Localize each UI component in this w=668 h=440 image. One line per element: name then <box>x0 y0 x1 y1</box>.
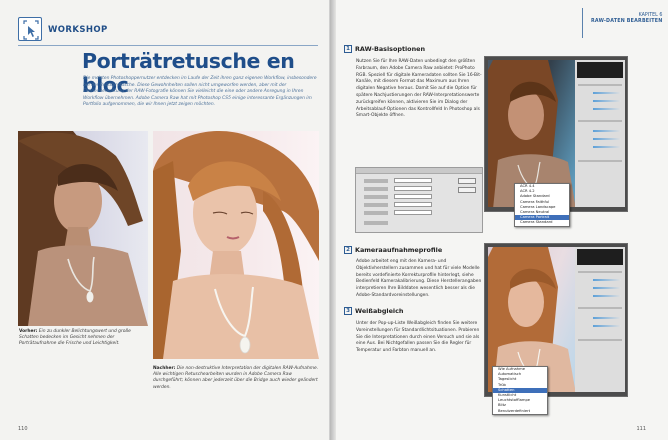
dialog-cancel-button <box>458 187 476 193</box>
intro-paragraph: Die meisten Photoshoppernutzer entdecken im Laufe der Zeit ihren ganz eigenen Workflow, insbesondere bei der Beautyretusche. Diese Gewohnheiten sollen nicht umgeworfen werden, aber mit der Ebenenverwaltung der RAW-Fotografie können Sie vielleicht die eine oder andere Anregung in Ihren Workflow übernehmen. Adobe Camera Raw hat mit Photoshop CS5 einige interessante Ergänzungen im Portfolio aufgenommen, die wir Ihnen jetzt zeigen möchten. <box>83 76 317 108</box>
section-body-2: Adobe arbeitet eng mit den Kamera- und Objektivherstellern zusammen und hat für viele Modelle bereits vordefinierte Korrekturprofile hinterlegt, siehe Bedienfeld Kamerakalibrierung. Diese Herstellerangaben interpretieren Ihre Bilddaten wesentlich besser als die Adobe-Standardvoreinstellungen. <box>356 259 482 298</box>
photo-before <box>18 131 148 326</box>
caption-after <box>153 366 319 391</box>
menu-item[interactable]: Benutzerdefiniert <box>498 408 531 413</box>
caption-after-label: Nachher: <box>153 366 176 371</box>
section-body-1: Nutzen Sie für Ihre RAW-Daten unbedingt den größten Farbraum, den Adobe Camera Raw anbietet: ProPhoto RGB. Speziell für digitale Kameradaten sollten Sie 16-Bit-Kanäle, mit diesem Format das Maximum aus Ihren digitalen Negative heraus. Damit Sie auf die Option für spätere Nachjustierungen der RAW-Interpretationswerte zurückgreifen können, aktivieren Sie im Dialog der Arbeitsablauf-Optionen das Kontrollfeld In Photoshop als Smart-Objekte öffnen. <box>356 59 482 119</box>
menu-item-selected[interactable]: Camera Portrait <box>515 215 569 220</box>
caption-before-text: Ein zu dunkler Belichtungswert und große Schatten bedecken im Gesicht nehmen der Porträtaufnahme die Frische und Leichtigkeit. <box>19 329 131 347</box>
section-heading-1 <box>344 45 425 53</box>
caption-after-text: Die non-destruktive Interpretation der digitalen RAW-Aufnahme. Alle wichtigen Retuschearbeiten wurden in Adobe Camera Raw durchgeführt; können aber jederzeit über die Bridge auch wieder geändert werden. <box>153 366 319 390</box>
menu-item[interactable]: Automatisch <box>498 372 522 377</box>
workflow-options-dialog <box>355 167 483 233</box>
dialog-row <box>364 211 474 216</box>
page-title: Porträtretusche en bloc <box>82 49 295 97</box>
dialog-row <box>364 195 474 200</box>
menu-item[interactable]: Camera Standard <box>520 220 553 225</box>
menu-item[interactable]: Adobe Standard <box>520 194 550 199</box>
dialog-row <box>364 203 474 208</box>
workshop-icon <box>18 17 42 41</box>
chapter-tab-line <box>582 8 583 38</box>
menu-item[interactable]: Leuchtstofflampe <box>498 398 531 403</box>
screenshot-panel <box>575 247 625 392</box>
section-body-3: Unter der Pop-up-Liste Weißabgleich finden Sie weitere Voreinstellungen für Standardlichtsituationen. Probieren Sie die Interpretationen durch einen Versuch und sie als eine Aus. Bei Nichtgefallen passen Sie die Regler für Temperatur und Farbton manuell an. <box>356 321 480 354</box>
dialog-titlebar <box>356 168 482 174</box>
section-title-2: Kameraaufnahmeprofile <box>355 246 443 254</box>
menu-item[interactable]: Trüb <box>498 382 506 387</box>
menu-item[interactable]: Camera Neutral <box>520 209 550 214</box>
caption-before <box>19 329 147 348</box>
chapter-header <box>591 13 662 25</box>
menu-item[interactable]: Camera Faithful <box>520 199 550 204</box>
menu-item[interactable]: Camera Landscape <box>520 204 556 209</box>
white-balance-menu[interactable] <box>492 366 548 415</box>
left-page <box>0 0 330 440</box>
chapter-name: RAW-DATEN BEARBEITEN <box>591 19 663 24</box>
page-number-left: 110 <box>18 426 28 432</box>
menu-item[interactable]: Blitz <box>498 403 506 408</box>
menu-item[interactable]: ACR 4.2 <box>520 189 535 194</box>
section-heading-3 <box>344 307 403 315</box>
section-number-1: 1 <box>344 45 352 53</box>
section-label: WORKSHOP <box>48 25 108 35</box>
screenshot-panel <box>575 60 625 207</box>
dialog-ok-button <box>458 178 476 184</box>
menu-item[interactable]: Wie Aufnahme <box>498 367 525 371</box>
header-rule <box>18 45 318 46</box>
section-heading-2 <box>344 246 442 254</box>
page-number-right: 111 <box>636 426 646 432</box>
camera-profile-menu[interactable] <box>514 183 570 227</box>
chapter-number: KAPITEL 6 <box>638 13 663 18</box>
menu-item[interactable]: ACR 4.4 <box>520 184 535 188</box>
section-number-3: 3 <box>344 307 352 315</box>
section-number-2: 2 <box>344 246 352 254</box>
menu-item[interactable]: Kunstlicht <box>498 392 517 397</box>
menu-item-selected[interactable]: Schatten <box>493 388 547 393</box>
section-title-1: RAW-Basisoptionen <box>355 45 426 53</box>
caption-before-label: Vorher: <box>19 329 38 334</box>
photo-after <box>153 131 319 359</box>
menu-item[interactable]: Tageslicht <box>498 377 517 382</box>
section-title-3: Weißabgleich <box>355 307 404 315</box>
dialog-row <box>364 221 474 226</box>
